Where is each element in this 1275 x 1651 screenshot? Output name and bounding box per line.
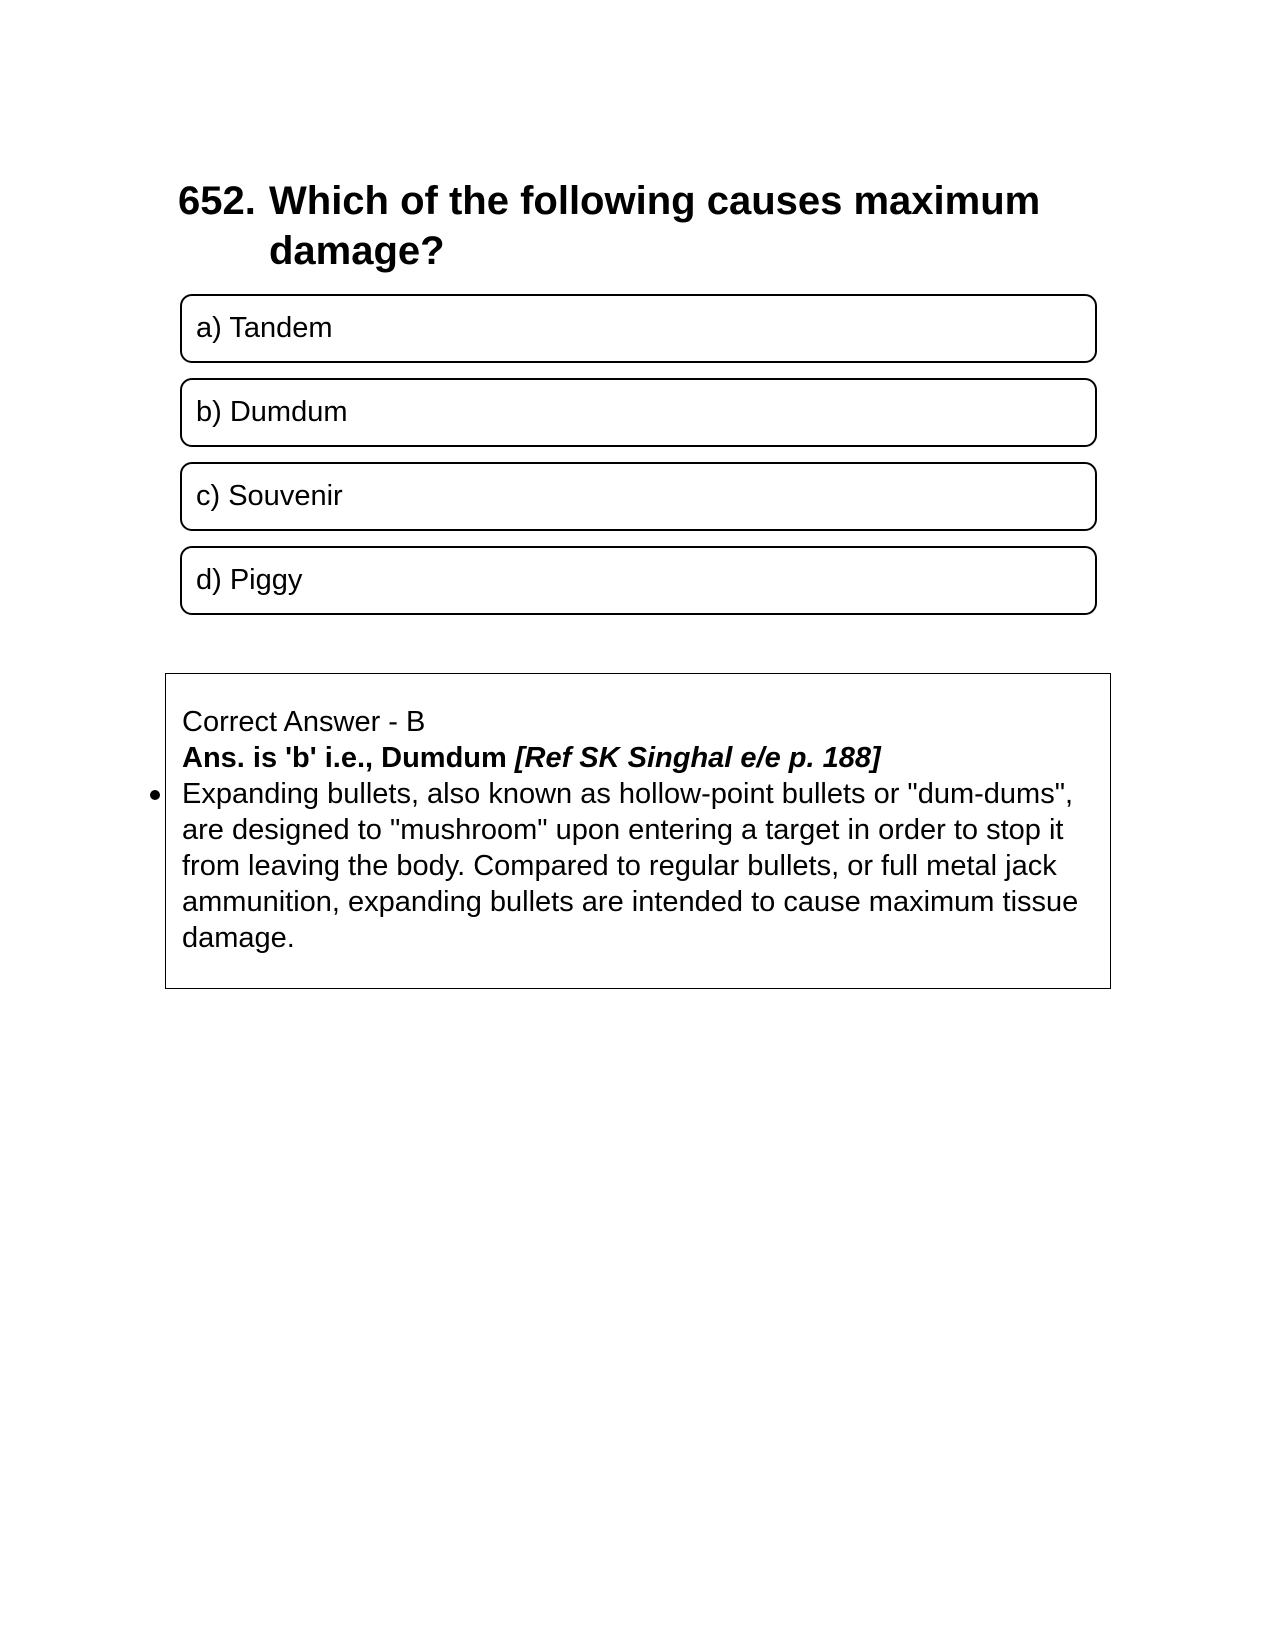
- answer-statement: Ans. is 'b' i.e., Dumdum: [182, 742, 515, 774]
- option-a[interactable]: a) Tandem: [180, 294, 1097, 363]
- question-heading: [178, 176, 1098, 276]
- option-b[interactable]: b) Dumdum: [180, 378, 1097, 447]
- explanation-text: Expanding bullets, also known as hollow-point bullets or "dum-dums", are designed to "mushroom" upon entering a target in order to stop it from leaving the body. Compared to regular bullets, or full metal jack ammunition, expanding bullets are intended to cause maximum tissue damage.: [182, 778, 1079, 954]
- bullet-icon: [150, 790, 160, 800]
- answer-reference: [Ref SK Singhal e/e p. 188]: [514, 742, 881, 774]
- question-number: 652.: [178, 179, 256, 223]
- options-list: [180, 294, 1097, 630]
- explanation-item: [182, 776, 1094, 956]
- question-text: Which of the following causes maximum damage?: [269, 179, 1041, 273]
- option-d[interactable]: d) Piggy: [180, 546, 1097, 615]
- correct-answer-line: Correct Answer - B: [182, 706, 426, 738]
- answer-reference-line: [182, 740, 1094, 776]
- answer-explanation-box: [165, 673, 1111, 989]
- option-c[interactable]: c) Souvenir: [180, 462, 1097, 531]
